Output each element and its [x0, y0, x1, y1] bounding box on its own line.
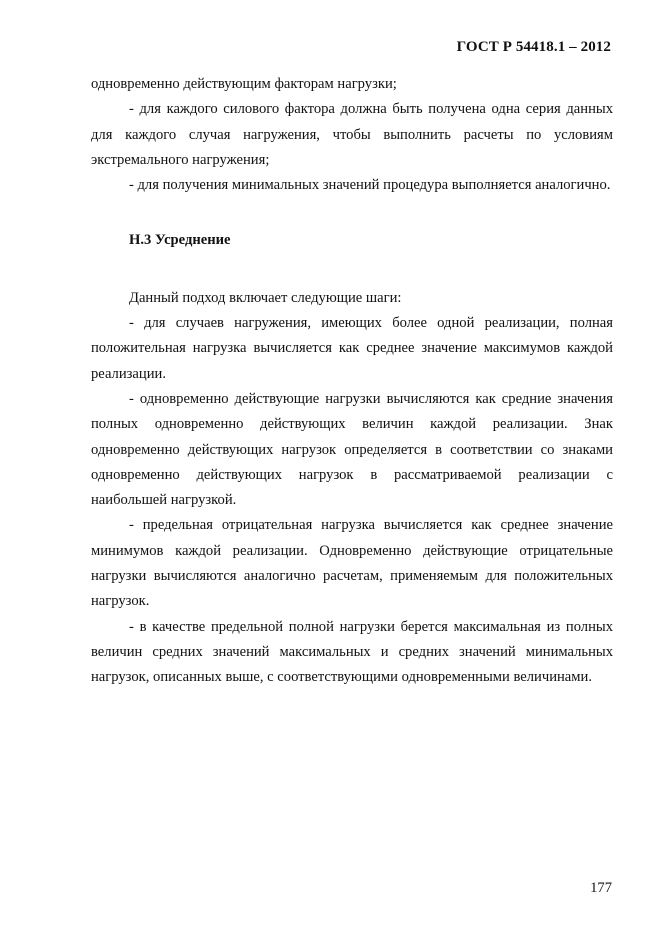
document-body [91, 72, 613, 691]
paragraph: - для получения минимальных значений процедура выполняется аналогично. [129, 177, 611, 194]
page-number: 177 [590, 880, 612, 896]
section-title: Н.3 Усреднение [129, 232, 231, 249]
paragraph: - для каждого силового фактора должна быть получена одна серия данных для каждого случая нагружения, чтобы выполнить расчеты по условиям экстремального нагружения; [91, 101, 613, 168]
paragraph: - одновременно действующие нагрузки вычисляются как средние значения полных одновременно действующих величин каждой реализации. Знак одновременно действующих нагрузок определяется в соответствии со знаками одновременно действующих нагрузок в рассматриваемой реализации с наибольшей нагрузкой. [91, 390, 613, 509]
paragraph: одновременно действующим факторам нагрузки; [91, 76, 397, 92]
paragraph: Данный подход включает следующие шаги: [129, 289, 402, 306]
paragraph: - предельная отрицательная нагрузка вычисляется как среднее значение минимумов каждой реализации. Одновременно действующие отрицательные нагрузки вычисляются аналогично расчетам, применяемым для положительных нагрузок. [91, 517, 613, 610]
spacer [91, 254, 613, 286]
paragraph: - в качестве предельной полной нагрузки берется максимальная из полных величин средних значений максимальных и средних значений минимальных нагрузок, описанных выше, с соответствующими одновременными величинами. [91, 618, 613, 686]
paragraph: - для случаев нагружения, имеющих более одной реализации, полная положительная нагрузка вычисляется как среднее значение максимумов каждой реализации. [91, 315, 613, 382]
spacer [91, 198, 613, 228]
document-number: ГОСТ Р 54418.1 – 2012 [456, 39, 611, 55]
